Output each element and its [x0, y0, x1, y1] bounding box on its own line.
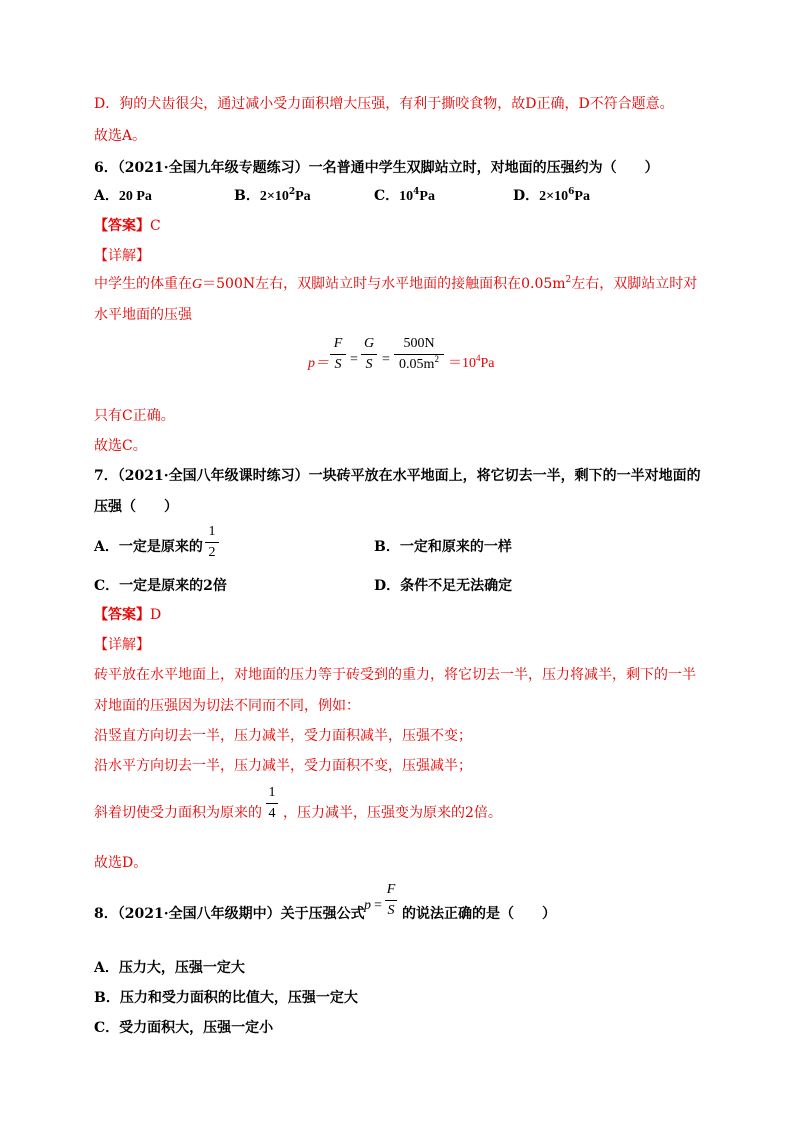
- q6-detail-line1: [94, 274, 697, 295]
- formula-result-unit: Pa: [480, 356, 495, 371]
- formula-frac3-den-exp: 2: [434, 354, 439, 364]
- q7-option-a-fraction: [205, 523, 219, 562]
- formula-result-prefix: ＝10: [448, 356, 476, 371]
- q6-option-b: [234, 186, 311, 207]
- q7-option-c: C．一定是原来的2倍: [94, 578, 227, 594]
- formula-frac2-bar: [361, 354, 377, 355]
- q7-option-d: D．条件不足无法确定: [374, 578, 513, 594]
- formula-frac1-bar: [330, 354, 346, 355]
- q7-detail-line5-b: ，压力减半，压强变为原来的2倍。: [283, 805, 502, 821]
- q6-option-b-exp: 2: [288, 187, 296, 197]
- formula-frac2-den: S: [365, 357, 373, 372]
- q6-detail-line1-exp: 2: [565, 275, 572, 285]
- q7-detail-frac-bar: [266, 803, 278, 804]
- q6-detail-line1-g: G: [192, 277, 203, 292]
- q6-option-c-base: 10: [399, 189, 414, 204]
- q7-detail-label: 【详解】: [94, 637, 150, 653]
- q8-stem-a: 关于压强公式: [280, 906, 365, 922]
- q6-option-d-exp: 6: [568, 187, 575, 197]
- q6-answer-value: C: [150, 218, 161, 234]
- q6-option-d: [513, 186, 590, 207]
- q7-detail-line2: 对地面的压强因为切法不同而不同，例如：: [94, 698, 360, 714]
- q8-option-c: C．受力面积大，压强一定小: [94, 1020, 274, 1036]
- q6-option-c-unit: Pa: [419, 189, 435, 204]
- q8-formula-num: F: [386, 882, 396, 897]
- q7-question-line1: [94, 466, 701, 486]
- q7-detail-fraction: [266, 784, 278, 823]
- q7-option-a: [94, 537, 203, 557]
- q6-conclusion: 故选C。: [94, 438, 147, 454]
- q6-source: （2021·全国九年级专题练习）: [117, 160, 309, 176]
- q8-option-a: A．压力大，压强一定大: [94, 960, 245, 976]
- q7-source: （2021·全国八年级课时练习）: [117, 468, 309, 484]
- q6-formula: [300, 335, 520, 387]
- q6-option-b-letter: B．: [234, 188, 260, 204]
- q6-answer-label: 【答案】: [94, 218, 150, 234]
- q7-detail-line5: [94, 803, 262, 823]
- q6-option-a-text: 20 Pa: [118, 189, 152, 204]
- q7-option-b: B．一定和原来的一样: [374, 539, 512, 555]
- q6-detail-line2: 水平地面的压强: [94, 307, 192, 323]
- q8-formula-bar: [385, 900, 397, 901]
- formula-frac2-num: G: [363, 336, 375, 351]
- formula-result-exp: 4: [476, 353, 481, 363]
- formula-frac1-den: S: [334, 357, 342, 372]
- q6-number: 6．: [94, 160, 118, 176]
- q6-option-d-letter: D．: [513, 188, 540, 204]
- q7-detail-frac-num: 1: [268, 785, 276, 800]
- q6-option-c-exp: 4: [413, 187, 420, 197]
- formula-result: [448, 352, 495, 372]
- q5-conclusion: 故选A。: [94, 128, 147, 144]
- q7-option-a-bar: [205, 542, 219, 543]
- q7-detail-line3: 沿竖直方向切去一半，压力减半，受力面积减半，压强不变；: [94, 728, 472, 744]
- formula-frac3-den-base: 0.05m: [399, 357, 435, 372]
- q8-formula-p: p: [364, 898, 371, 913]
- q7-conclusion: 故选D。: [94, 855, 148, 871]
- q8-formula-fraction: [385, 881, 397, 920]
- q7-detail-frac-den: 4: [268, 806, 276, 821]
- q8-formula-eq: =: [374, 898, 382, 913]
- q8-question-a: [94, 904, 365, 924]
- q6-option-c-letter: C．: [374, 188, 400, 204]
- formula-frac3-num: 500N: [403, 336, 435, 351]
- q7-option-a-text: A．一定是原来的: [94, 539, 203, 555]
- q8-source: （2021·全国八年级期中）: [117, 906, 281, 922]
- q6-option-a: [94, 186, 152, 207]
- q7-answer-label: 【答案】: [94, 607, 150, 623]
- q7-detail-line5-a: 斜着切使受力面积为原来的: [94, 805, 262, 821]
- formula-eq1: =: [350, 352, 358, 367]
- q6-option-b-unit: Pa: [295, 189, 311, 204]
- q7-detail-line1: 砖平放在水平地面上，对地面的压力等于砖受到的重力，将它切去一半，压力将减半，剩下的一半: [94, 667, 696, 683]
- q7-question-line2: 压强（ ）: [94, 499, 178, 515]
- q5-explanation-d: D．狗的犬齿很尖，通过减小受力面积增大压强，有利于撕咬食物，故D正确，D不符合题意。: [94, 96, 674, 112]
- q6-detail-line1-c: 左右，双脚站立时对: [571, 276, 698, 292]
- q6-option-a-letter: A．: [94, 188, 119, 204]
- q7-option-a-den: 2: [208, 545, 216, 560]
- q6-option-d-unit: Pa: [574, 189, 590, 204]
- q6-option-c: [374, 186, 435, 207]
- q6-stem: 一名普通中学生双脚站立时，对地面的压强约为（ ）: [308, 160, 659, 176]
- q7-answer: [94, 605, 161, 625]
- formula-frac-f-s: [330, 335, 346, 374]
- q8-option-b: B．压力和受力面积的比值大，压强一定大: [94, 990, 358, 1006]
- q6-detail-label: 【详解】: [94, 248, 150, 264]
- q6-detail-line1-a: 中学生的体重在: [94, 276, 192, 292]
- formula-eq2: =: [382, 352, 390, 367]
- q6-option-d-base: 2×10: [539, 189, 569, 204]
- q6-question: [94, 158, 659, 178]
- q6-only: 只有C正确。: [94, 408, 175, 424]
- formula-frac-g-s: [361, 335, 377, 374]
- q6-answer: [94, 216, 161, 236]
- q7-stem-line1: 一块砖平放在水平地面上，将它切去一半，剩下的一半对地面的: [308, 468, 701, 484]
- q7-number: 7．: [94, 468, 118, 484]
- q8-stem-b: 的说法正确的是（ ）: [402, 906, 556, 922]
- q8-number: 8．: [94, 906, 118, 922]
- formula-p: p＝: [308, 356, 329, 371]
- q7-answer-value: D: [150, 607, 162, 623]
- formula-frac-values: [394, 335, 444, 374]
- formula-frac1-num: F: [333, 336, 343, 351]
- q7-detail-line4: 沿水平方向切去一半，压力减半，受力面积不变，压强减半；: [94, 758, 472, 774]
- q6-detail-line1-b: ＝500N左右，双脚站立时与水平地面的接触面积在0.05m: [202, 276, 566, 292]
- q6-option-b-base: 2×10: [259, 189, 289, 204]
- q8-formula-den: S: [387, 903, 395, 918]
- q7-option-a-num: 1: [208, 524, 216, 539]
